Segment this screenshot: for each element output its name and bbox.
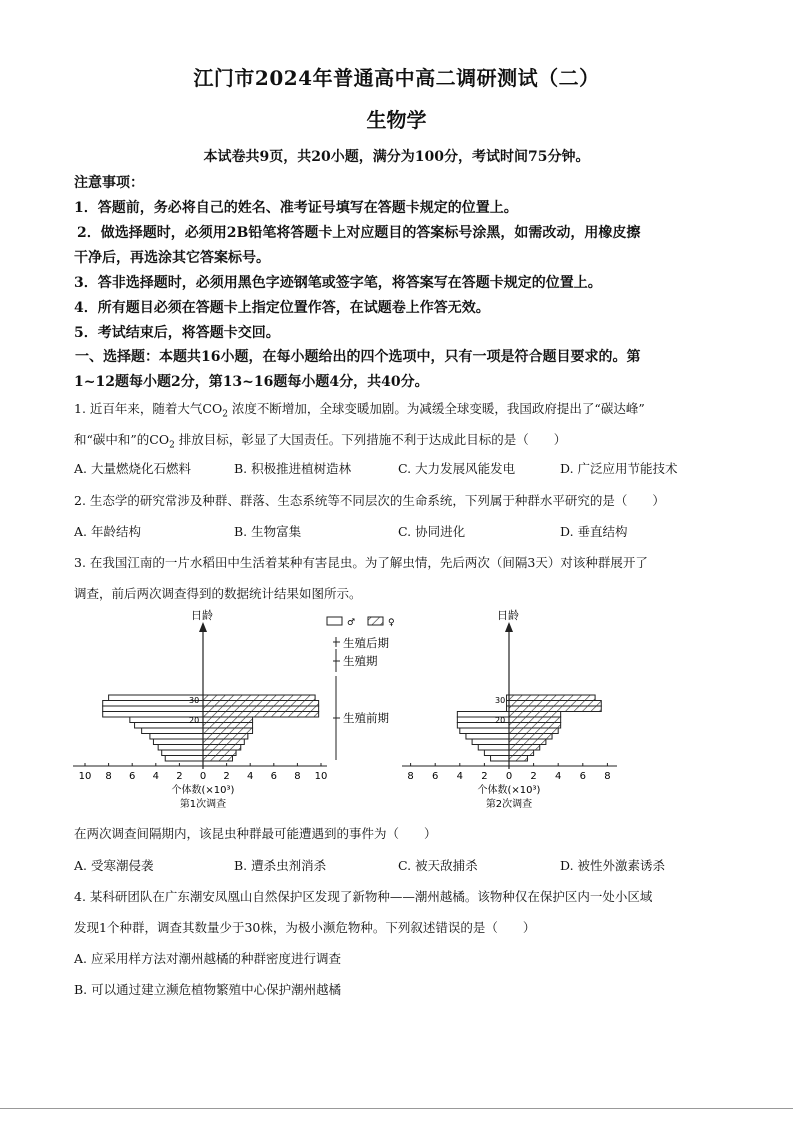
y-axis-label: 日龄 bbox=[191, 609, 213, 622]
q4-option-b[interactable]: B. 可以通过建立濒危植物繁殖中心保护潮州越橘 bbox=[74, 982, 342, 997]
y-tick-label: 20 bbox=[189, 716, 200, 725]
female-bar bbox=[203, 745, 241, 751]
male-bar bbox=[484, 750, 509, 756]
x-tick-label: 0 bbox=[199, 771, 207, 782]
q3-option-c[interactable]: C. 被天敌捕杀 bbox=[398, 858, 478, 873]
legend-male-swatch bbox=[327, 617, 342, 625]
female-bar bbox=[509, 712, 561, 718]
x-tick-label: 2 bbox=[530, 771, 537, 782]
female-bar bbox=[509, 750, 534, 756]
female-bar bbox=[203, 756, 233, 762]
note-item: 5．考试结束后，将答题卡交回。 bbox=[74, 325, 280, 341]
male-bar bbox=[150, 734, 203, 740]
note-item: 干净后，再选涂其它答案标号。 bbox=[74, 250, 270, 266]
female-bar bbox=[509, 734, 552, 740]
chart-caption: 第1次调查 bbox=[179, 799, 227, 810]
female-bar bbox=[203, 712, 319, 718]
female-bar bbox=[509, 695, 595, 701]
age-pyramid-figure bbox=[0, 606, 793, 821]
x-tick-label: 4 bbox=[456, 771, 463, 782]
female-bar bbox=[203, 701, 319, 707]
q1-option-b[interactable]: B. 积极推进植树造林 bbox=[234, 461, 352, 476]
male-bar bbox=[103, 701, 203, 707]
female-bar bbox=[509, 756, 527, 762]
chart-2 bbox=[402, 608, 617, 810]
note-item: 2．做选择题时，必须用2B铅笔将答题卡上对应题目的答案标号涂黑，如需改动，用橡皮擦 bbox=[77, 225, 641, 241]
female-bar bbox=[203, 750, 236, 756]
male-bar bbox=[162, 750, 203, 756]
subject-title: 生物学 bbox=[366, 108, 427, 132]
section-heading: 一、选择题：本题共16小题，在每小题给出的四个选项中，只有一项是符合题目要求的。第 bbox=[75, 349, 641, 365]
x-tick-label: 0 bbox=[505, 771, 513, 782]
x-tick-label: 8 bbox=[604, 771, 611, 782]
female-bar bbox=[509, 728, 558, 734]
female-bar bbox=[509, 723, 561, 729]
male-bar bbox=[142, 728, 203, 734]
y-tick-label: 30 bbox=[495, 696, 506, 705]
notes-heading: 注意事项： bbox=[74, 175, 144, 191]
q1-option-a[interactable]: A. 大量燃烧化石燃料 bbox=[74, 461, 191, 476]
female-bar bbox=[509, 717, 561, 723]
female-bar bbox=[509, 739, 546, 745]
male-bar bbox=[466, 734, 509, 740]
q3-stem: 3. 在我国江南的一片水稻田中生活着某种有害昆虫。为了解虫情，先后两次（间隔3天）对该种群展开了 bbox=[74, 555, 648, 570]
y-tick-label: 30 bbox=[189, 696, 200, 705]
legend-male-label: ♂ bbox=[347, 618, 356, 628]
q1-stem-cont: 和“碳中和”的$CO_2$ 排放目标，彰显了大国责任。下列措施不利于达成此目标的是（ ） bbox=[74, 432, 567, 451]
q3-stem-cont: 调查，前后两次调查得到的数据统计结果如图所示。 bbox=[74, 586, 362, 601]
note-item: 1．答题前，务必将自己的姓名、准考证号填写在答题卡规定的位置上。 bbox=[74, 200, 518, 216]
x-tick-label: 6 bbox=[579, 771, 586, 782]
female-bar bbox=[203, 728, 253, 734]
female-bar bbox=[203, 695, 315, 701]
q1-option-c[interactable]: C. 大力发展风能发电 bbox=[398, 461, 516, 476]
x-tick-label: 8 bbox=[294, 771, 301, 782]
note-item: 4．所有题目必须在答题卡上指定位置作答，在试题卷上作答无效。 bbox=[74, 300, 490, 316]
section-heading-cont: 1~12题每小题2分，第13~16题每小题4分，共40分。 bbox=[74, 374, 429, 390]
x-axis-label: 个体数(×10³) bbox=[477, 785, 541, 796]
q1-option-d[interactable]: D. 广泛应用节能技术 bbox=[560, 461, 678, 476]
q2-option-b[interactable]: B. 生物富集 bbox=[234, 524, 302, 539]
exam-title: 江门市2024年普通高中高二调研测试（二） bbox=[193, 66, 600, 90]
y-axis-arrow bbox=[199, 622, 207, 632]
x-tick-label: 10 bbox=[78, 771, 92, 782]
y-axis-label: 日龄 bbox=[497, 609, 519, 622]
male-bar bbox=[103, 712, 203, 718]
q2-stem: 2. 生态学的研究常涉及种群、群落、生态系统等不同层次的生命系统，下列属于种群水平研究的是（ ） bbox=[74, 493, 665, 508]
male-bar bbox=[491, 756, 509, 762]
stage-early-label: 生殖前期 bbox=[343, 711, 389, 725]
female-bar bbox=[509, 706, 601, 712]
x-tick-label: 2 bbox=[223, 771, 230, 782]
x-tick-label: 2 bbox=[481, 771, 488, 782]
x-tick-label: 8 bbox=[105, 771, 112, 782]
female-bar bbox=[509, 701, 601, 707]
female-bar bbox=[203, 717, 253, 723]
female-bar bbox=[203, 739, 244, 745]
q2-option-c[interactable]: C. 协同进化 bbox=[398, 524, 466, 539]
male-bar bbox=[165, 756, 203, 762]
y-tick-label: 20 bbox=[495, 716, 506, 725]
q4-option-a[interactable]: A. 应采用样方法对潮州越橘的种群密度进行调查 bbox=[74, 951, 341, 966]
female-bar bbox=[203, 723, 253, 729]
x-tick-label: 2 bbox=[176, 771, 183, 782]
y-axis-arrow bbox=[505, 622, 513, 632]
female-bar bbox=[203, 706, 319, 712]
x-axis-label: 个体数(×10³) bbox=[171, 785, 235, 796]
legend-female-label: ♀ bbox=[388, 618, 395, 628]
male-bar bbox=[478, 745, 509, 751]
female-bar bbox=[509, 745, 540, 751]
male-bar bbox=[158, 745, 203, 751]
q4-stem-cont: 发现1个种群，调查其数量少于30株，为极小濒危物种。下列叙述错误的是（ ） bbox=[74, 920, 536, 935]
q4-stem: 4. 某科研团队在广东潮安凤凰山自然保护区发现了新物种——潮州越橘。该物种仅在保护区内一处小区域 bbox=[74, 889, 653, 904]
q1-stem: 1. 近百年来，随着大气$CO_2$ 浓度不断增加，全球变暖加剧。为减缓全球变暖，我国政府提出了“碳达峰” bbox=[74, 401, 645, 420]
x-tick-label: 6 bbox=[432, 771, 439, 782]
q3-option-b[interactable]: B. 遭杀虫剂消杀 bbox=[234, 858, 327, 873]
x-tick-label: 6 bbox=[270, 771, 277, 782]
page-divider bbox=[0, 1108, 793, 1109]
male-bar bbox=[460, 728, 509, 734]
x-tick-label: 4 bbox=[152, 771, 159, 782]
x-tick-label: 6 bbox=[129, 771, 136, 782]
q2-option-a[interactable]: A. 年龄结构 bbox=[74, 524, 141, 539]
q3-question: 在两次调查间隔期内，该昆虫种群最可能遭遇到的事件为（ ） bbox=[74, 826, 437, 841]
stage-late-label: 生殖后期 bbox=[343, 636, 389, 650]
x-tick-label: 4 bbox=[555, 771, 562, 782]
q3-option-a[interactable]: A. 受寒潮侵袭 bbox=[74, 858, 154, 873]
female-bar bbox=[203, 734, 248, 740]
male-bar bbox=[472, 739, 509, 745]
legend-female-swatch bbox=[368, 617, 383, 625]
male-bar bbox=[153, 739, 203, 745]
note-item: 3．答非选择题时，必须用黑色字迹钢笔或签字笔，将答案写在答题卡规定的位置上。 bbox=[74, 275, 602, 291]
x-tick-label: 8 bbox=[407, 771, 414, 782]
stage-mid-label: 生殖期 bbox=[343, 654, 378, 668]
x-tick-label: 10 bbox=[314, 771, 328, 782]
exam-info: 本试卷共9页，共20小题，满分为100分，考试时间75分钟。 bbox=[203, 149, 590, 165]
q3-option-d[interactable]: D. 被性外激素诱杀 bbox=[560, 858, 666, 873]
chart-caption: 第2次调查 bbox=[485, 799, 533, 810]
x-tick-label: 4 bbox=[247, 771, 254, 782]
male-bar bbox=[103, 706, 203, 712]
chart-1 bbox=[73, 608, 327, 810]
q2-option-d[interactable]: D. 垂直结构 bbox=[560, 524, 628, 539]
